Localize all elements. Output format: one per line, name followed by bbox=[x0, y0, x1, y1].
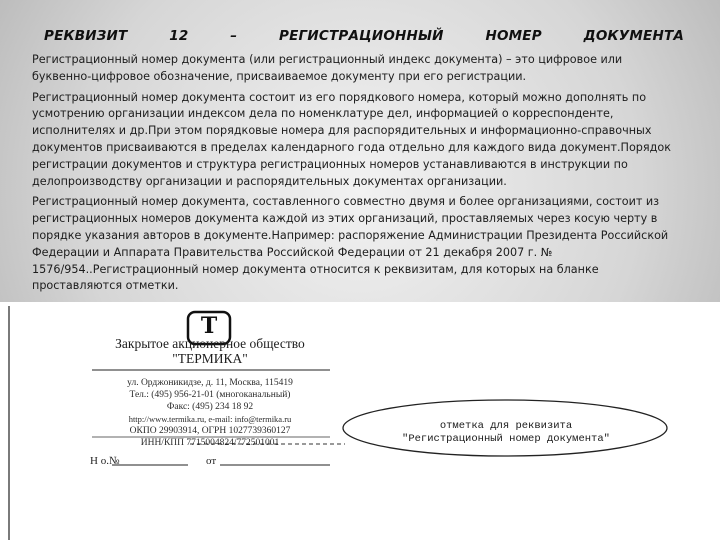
slide-heading bbox=[44, 28, 684, 44]
phone-line: Тел.: (495) 956-21-01 (многоканальный) bbox=[129, 390, 291, 400]
letterhead-blank bbox=[0, 302, 720, 540]
address-line: ул. Орджоникидзе, д. 11, Москва, 115419 bbox=[127, 378, 293, 388]
heading-word: ДОКУМЕНТА bbox=[583, 28, 684, 44]
paragraph-structure: Регистрационный номер документа состоит из его порядкового номера, который можно дополнять по усмотрению организации индексом дела по номенклатуре дел, информацией о корреспонденте, исполнителях и др.При этом порядковые номера для распорядительных и информационно-справочных документов присваиваются в пределах календарного года отдельно для каждого вида документ.Порядок регистрации документов и структура регистрационных номеров устанавливаются в инструкции по делопроизводству организации и распорядительных документах организации. bbox=[32, 90, 671, 188]
paragraph-joint-documents: Регистрационный номер документа, составленного совместно двумя и более организациями, состоит из регистрационных номеров документа каждой из этих организаций, проставляемых через косую черту в порядке указания авторов в документе.Например: распоряжение Администрации Президента Российской Федерации и Аппарата Правительства Российской Федерации от 21 декабря 2007 г. № 1576/954..Регистрационный номер документа относится к реквизитам, для которых на бланке проставляются отметки. bbox=[32, 195, 669, 293]
requisite-note bbox=[386, 420, 626, 446]
heading-word: НОМЕР bbox=[485, 28, 542, 44]
company-name bbox=[60, 336, 360, 366]
company-logo: Т bbox=[200, 313, 218, 339]
okpo-line: ОКПО 29903914, ОГРН 1027739360127 bbox=[129, 426, 291, 436]
heading-word: РЕКВИЗИТ bbox=[44, 28, 128, 44]
fax-line: Факс: (495) 234 18 92 bbox=[166, 402, 254, 412]
heading-word: РЕГИСТРАЦИОННЫЙ bbox=[279, 28, 444, 44]
date-label: от bbox=[206, 455, 217, 467]
web-line: http://www.termika.ru, e-mail: info@termika.ru bbox=[128, 414, 292, 424]
note-line: "Регистрационный номер документа" bbox=[402, 433, 610, 445]
company-line: "ТЕРМИКА" bbox=[172, 351, 248, 366]
paragraph-definition: Регистрационный номер документа (или регистрационный индекс документа) – это цифровое или буквенно-цифровое обозначение, присваиваемое документу при его регистрации. bbox=[32, 53, 623, 83]
heading-word: – bbox=[230, 28, 238, 44]
body-text bbox=[32, 52, 672, 299]
note-line: отметка для реквизита bbox=[439, 420, 573, 432]
heading-word: 12 bbox=[169, 28, 189, 44]
company-line: Закрытое акционерное общество bbox=[115, 336, 305, 351]
registration-number-label: Н о.№ bbox=[90, 455, 120, 467]
inn-line: ИНН/КПП 7715004824/772501001 bbox=[140, 438, 280, 448]
